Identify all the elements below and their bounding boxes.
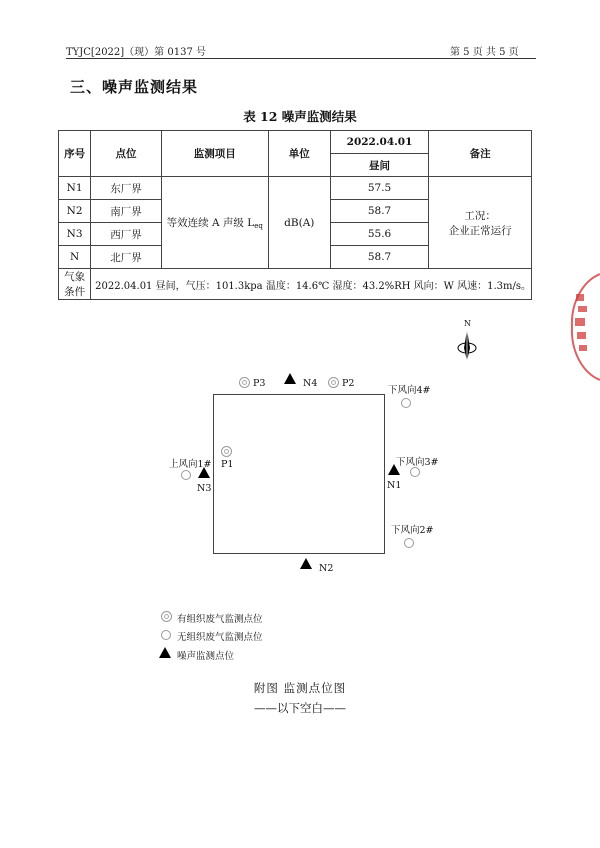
remark-line1: 工况： <box>464 209 496 222</box>
organized-point-p2-icon <box>328 377 339 388</box>
header-remark: 备注 <box>429 131 532 177</box>
unorganized-point-4-icon <box>401 398 411 408</box>
label-n1: N1 <box>387 480 402 491</box>
legend-unorganized-icon <box>161 630 171 640</box>
label-p3: P3 <box>253 378 266 389</box>
label-downwind-4: 下风向4# <box>388 385 431 396</box>
cell-seq: N <box>59 246 91 269</box>
item-subscript: eq <box>254 222 263 230</box>
header-divider <box>66 58 536 59</box>
item-text: 等效连续 A 声级 L <box>166 217 255 229</box>
section-title: 三、噪声监测结果 <box>70 78 199 96</box>
north-arrow-icon <box>452 328 482 364</box>
remark-line2: 企业正常运行 <box>448 224 512 237</box>
cell-seq: N1 <box>59 177 91 200</box>
table-title: 表 12 噪声监测结果 <box>243 109 357 124</box>
figure-caption: 附图 监测点位图 <box>253 681 347 695</box>
weather-conditions: 2022.04.01 昼间，气压：101.3kpa 温度：14.6℃ 湿度：43.2%RH 风向：W 风速：1.3m/s。 <box>91 269 532 300</box>
cell-item <box>161 177 268 269</box>
label-upwind-1: 上风向1# <box>169 459 212 470</box>
label-downwind-3: 下风向3# <box>396 457 439 468</box>
report-number: TYJC[2022]（现）第 0137 号 <box>66 47 206 58</box>
unorganized-point-1-icon <box>181 470 191 480</box>
organized-point-p1-icon <box>221 446 232 457</box>
unorganized-point-2-icon <box>404 538 414 548</box>
cell-seq: N3 <box>59 223 91 246</box>
north-label: N <box>464 319 471 328</box>
noise-point-n2-icon <box>300 558 312 569</box>
cell-value: 57.5 <box>330 177 428 200</box>
label-n2: N2 <box>319 563 334 574</box>
cell-value: 55.6 <box>330 223 428 246</box>
cell-point: 北厂界 <box>91 246 162 269</box>
seal-stamp-fragment <box>566 272 600 382</box>
cell-remark <box>429 177 532 269</box>
table-row <box>59 177 532 200</box>
legend-organized-label: 有组织废气监测点位 <box>177 614 263 625</box>
cell-unit: dB(A) <box>268 177 330 269</box>
organized-point-p3-icon <box>239 377 250 388</box>
unorganized-point-3-icon <box>410 467 420 477</box>
label-n3: N3 <box>197 483 212 494</box>
label-p2: P2 <box>342 378 355 389</box>
header-unit: 单位 <box>268 131 330 177</box>
noise-results-table <box>58 130 532 300</box>
noise-point-n4-icon <box>284 373 296 384</box>
header-date: 2022.04.01 <box>330 131 428 154</box>
legend-noise-icon <box>159 647 171 658</box>
cell-point: 南厂界 <box>91 200 162 223</box>
weather-label: 气象条件 <box>59 269 91 300</box>
label-p1: P1 <box>221 459 234 470</box>
cell-value: 58.7 <box>330 246 428 269</box>
cell-value: 58.7 <box>330 200 428 223</box>
legend-noise-label: 噪声监测点位 <box>177 651 235 662</box>
header-point: 点位 <box>91 131 162 177</box>
header-period: 昼间 <box>330 154 428 177</box>
label-downwind-2: 下风向2# <box>391 525 434 536</box>
cell-point: 东厂界 <box>91 177 162 200</box>
header-seq: 序号 <box>59 131 91 177</box>
blank-below-note: ——以下空白—— <box>254 701 346 715</box>
factory-boundary <box>213 394 385 554</box>
cell-seq: N2 <box>59 200 91 223</box>
label-n4: N4 <box>303 378 318 389</box>
header-item: 监测项目 <box>161 131 268 177</box>
page-info: 第 5 页 共 5 页 <box>450 47 519 58</box>
cell-point: 西厂界 <box>91 223 162 246</box>
legend-unorganized-label: 无组织废气监测点位 <box>177 632 263 643</box>
legend-organized-icon <box>161 611 172 622</box>
